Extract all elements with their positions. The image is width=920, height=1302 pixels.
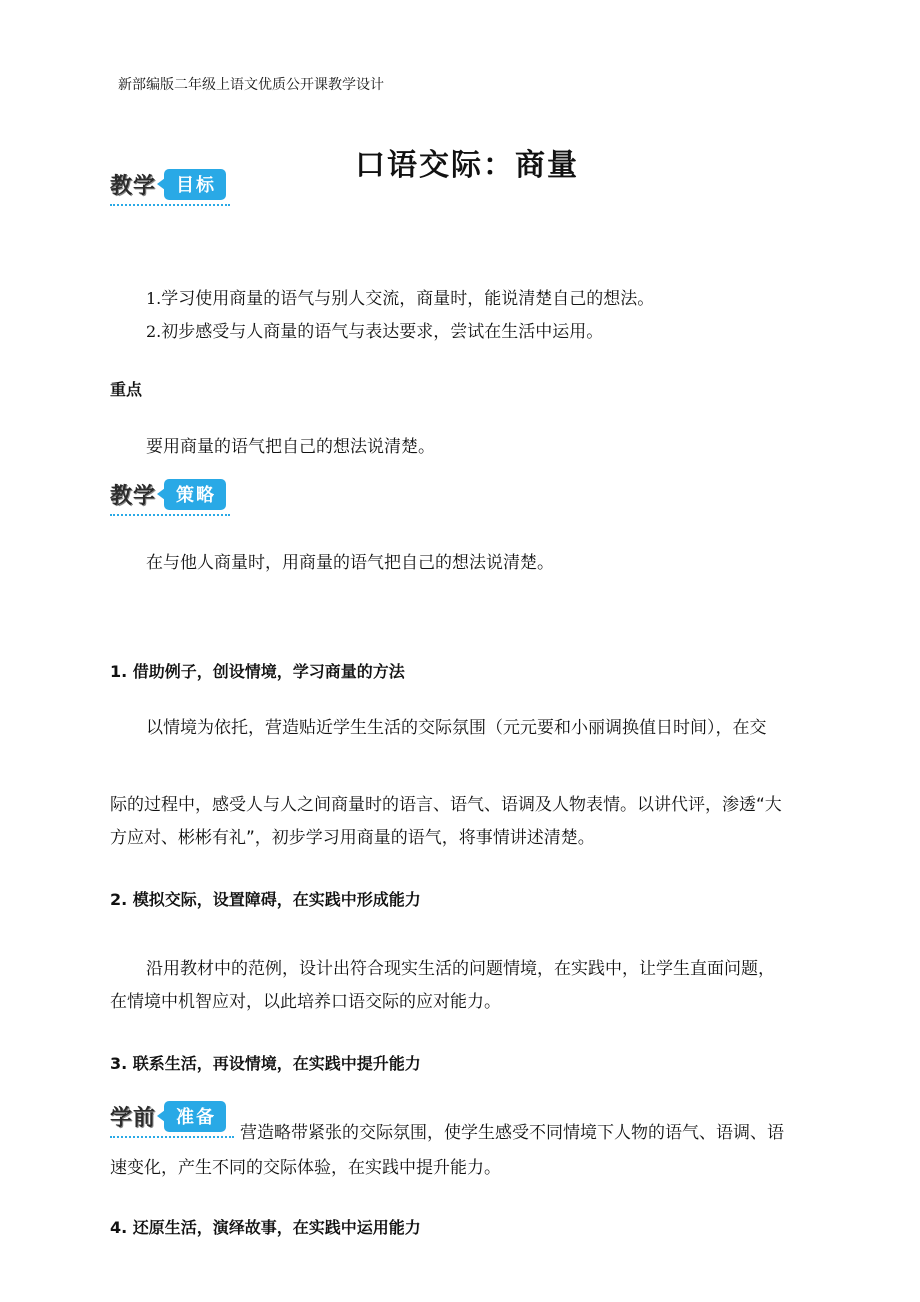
goal-text: 学习使用商量的语气与别人交流，商量时，能说清楚自己的想法。	[161, 289, 655, 309]
badge-label-primary: 学前	[110, 1105, 157, 1131]
step-paragraph-line: 沿用教材中的范例，设计出符合现实生活的问题情境，在实践中，让学生直面问题，	[146, 959, 775, 979]
badge-teaching-goals	[110, 168, 226, 200]
key-point-heading: 重点	[110, 380, 143, 399]
badge-label-primary: 教学	[110, 173, 157, 199]
step-paragraph-line: 以情境为依托，营造贴近学生生活的交际氛围（元元要和小丽调换值日时间），在交	[146, 718, 767, 738]
goal-number: 2.	[146, 322, 162, 341]
step-heading: 1. 借助例子，创设情境，学习商量的方法	[110, 662, 405, 681]
step-paragraph-line: 在情境中机智应对，以此培养口语交际的应对能力。	[110, 992, 501, 1012]
dotted-underline	[110, 204, 230, 206]
step-paragraph-line: 营造略带紧张的交际氛围，使学生感受不同情境下人物的语气、语调、语	[240, 1123, 784, 1143]
key-point-text: 要用商量的语气把自己的想法说清楚。	[146, 437, 435, 457]
document-header: 新部编版二年级上语文优质公开课教学设计	[118, 77, 384, 93]
dotted-underline	[110, 1136, 234, 1138]
strategy-text: 在与他人商量时，用商量的语气把自己的想法说清楚。	[146, 553, 554, 573]
goal-item	[146, 284, 654, 309]
goal-number: 1.	[146, 289, 162, 308]
step-paragraph-line: 际的过程中，感受人与人之间商量时的语言、语气、语调及人物表情。以讲代评，渗透“大	[110, 795, 782, 815]
page-title: 口语交际：商量	[355, 148, 579, 183]
goal-item	[146, 317, 603, 342]
goal-text: 初步感受与人商量的语气与表达要求，尝试在生活中运用。	[161, 322, 604, 342]
badge-label-primary: 教学	[110, 483, 157, 509]
badge-preclass-prep	[110, 1100, 230, 1132]
badge-label-highlight: 目标	[164, 169, 226, 200]
badge-label-highlight: 策略	[164, 479, 226, 510]
dotted-underline	[110, 514, 230, 516]
step-heading: 2. 模拟交际，设置障碍，在实践中形成能力	[110, 890, 421, 909]
step-paragraph-line: 速变化，产生不同的交际体验，在实践中提升能力。	[110, 1158, 501, 1178]
badge-teaching-strategy	[110, 478, 226, 510]
step-heading: 4. 还原生活，演绎故事，在实践中运用能力	[110, 1218, 421, 1237]
step-paragraph-line: 方应对、彬彬有礼”，初步学习用商量的语气，将事情讲述清楚。	[110, 828, 595, 848]
badge-label-highlight: 准备	[164, 1101, 226, 1132]
step-heading: 3. 联系生活，再设情境，在实践中提升能力	[110, 1054, 421, 1073]
